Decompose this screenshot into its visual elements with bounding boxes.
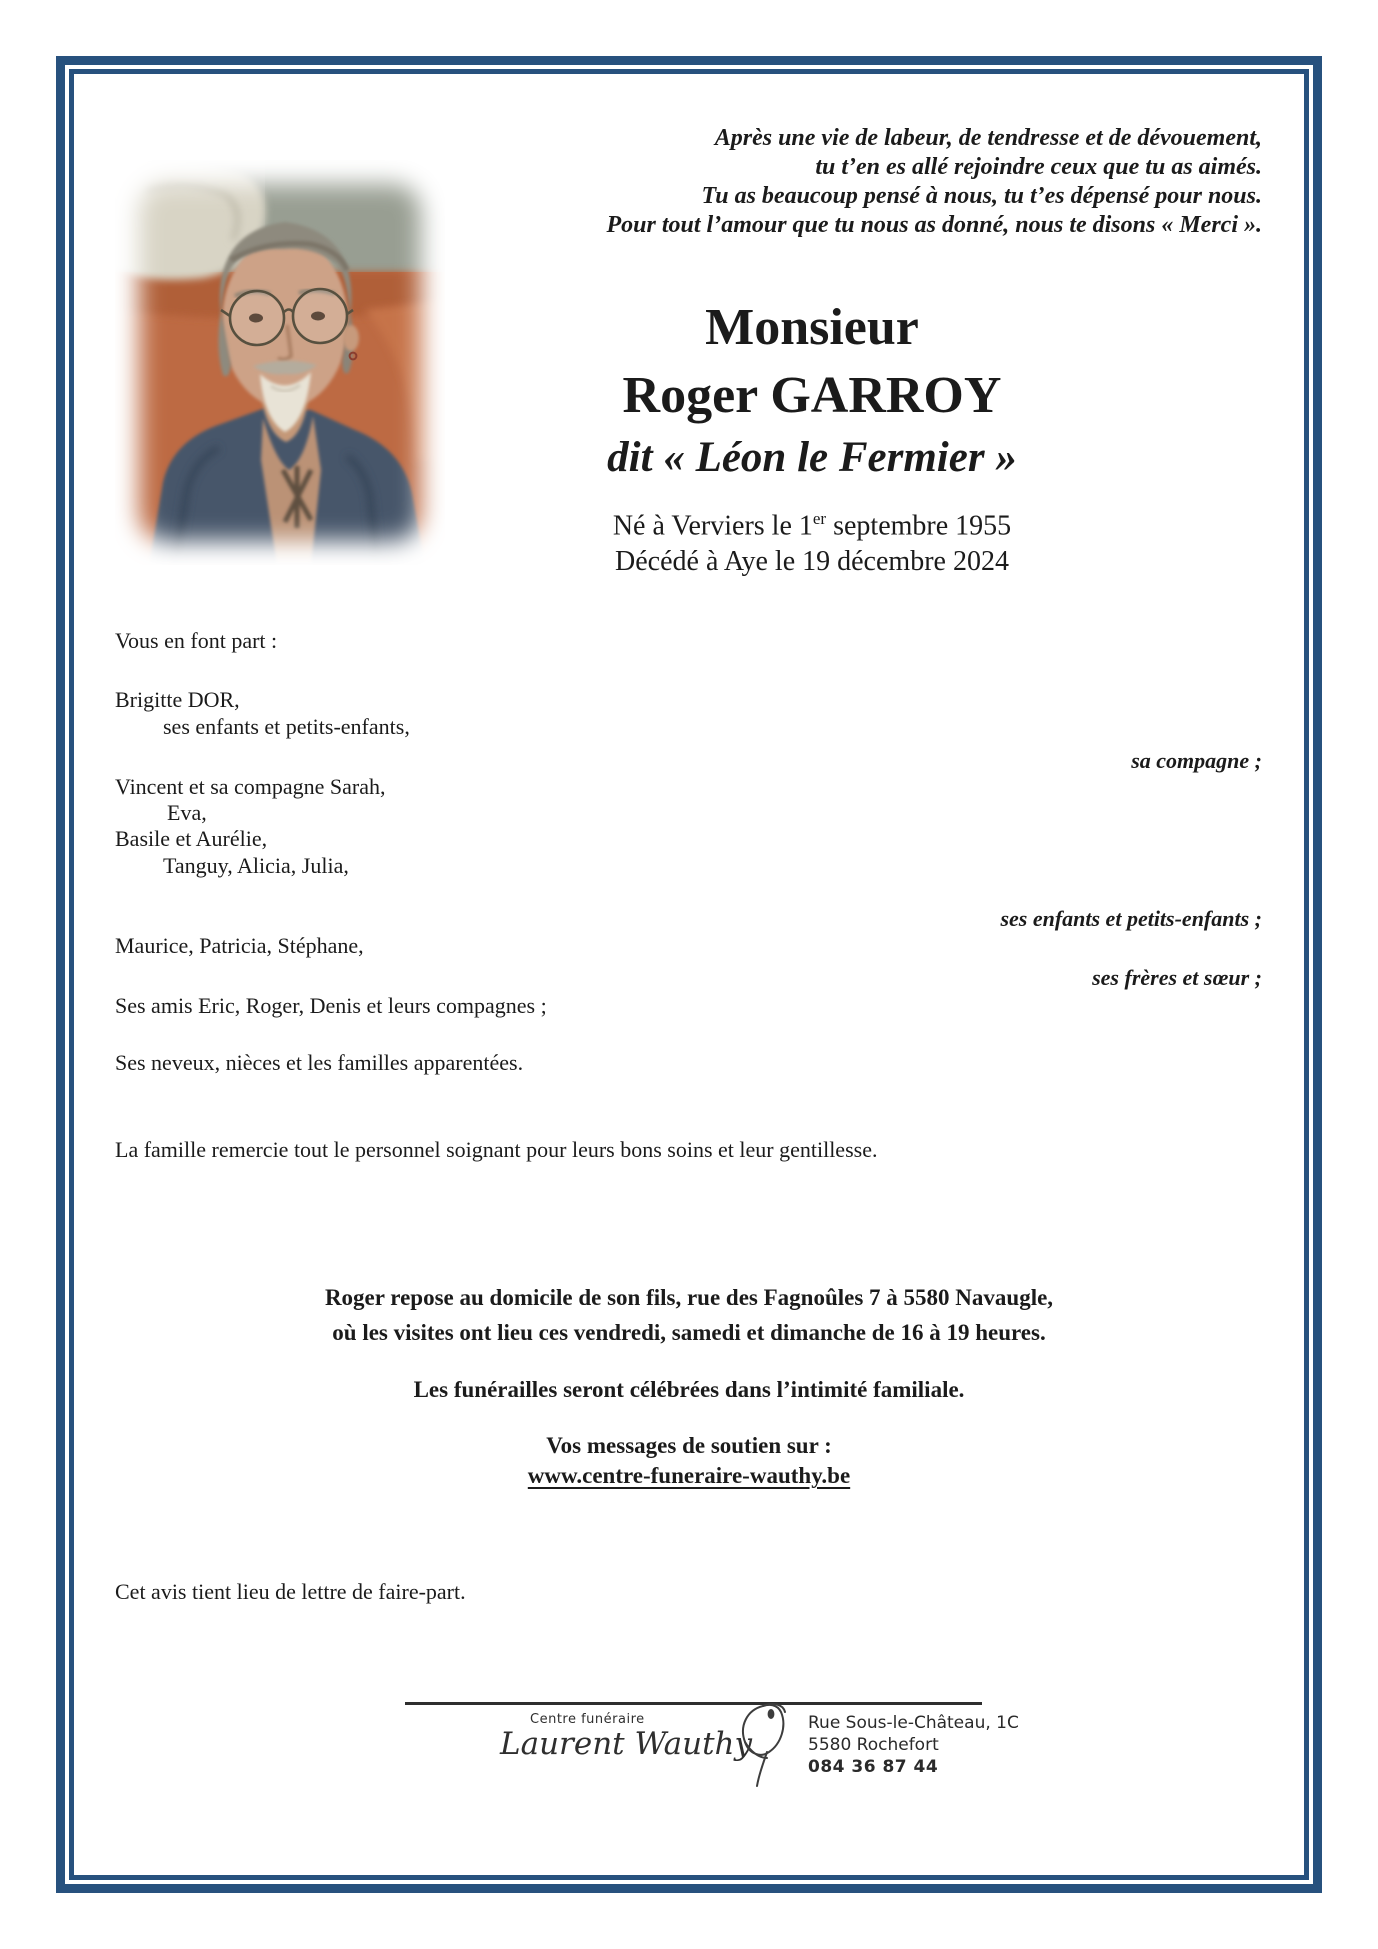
deceased-name: Roger GARROY [622, 367, 1002, 424]
family-line: Eva, [167, 800, 207, 825]
family-line: Basile et Aurélie, [115, 826, 268, 851]
funeral-home-logo [500, 1712, 753, 1762]
lily-icon [733, 1700, 797, 1788]
phone-number: 084 36 87 44 [808, 1757, 939, 1777]
ordinal-suffix: er [812, 509, 827, 528]
website-link[interactable]: www.centre-funeraire-wauthy.be [527, 1463, 851, 1488]
address-line: 5580 Rochefort [808, 1735, 939, 1755]
family-line: ses enfants et petits-enfants, [163, 714, 410, 739]
repose-line: où les visites ont lieu ces vendredi, samedi et dimanche de 16 à 19 heures. [332, 1320, 1046, 1345]
epitaph-line: tu t’en es allé rejoindre ceux que tu as aimés. [815, 154, 1262, 180]
relation-label: ses frères et sœur ; [1092, 965, 1262, 990]
deceased-nickname: dit « Léon le Fermier » [607, 434, 1017, 481]
family-line: Tanguy, Alicia, Julia, [163, 853, 349, 878]
website-line [0, 1462, 1378, 1489]
epitaph-line: Pour tout l’amour que tu nous as donné, nous te disons « Merci ». [606, 212, 1262, 238]
funeral-home-name: Laurent Wauthy [500, 1726, 753, 1762]
epitaph-line: Tu as beaucoup pensé à nous, tu t’es dépensé pour nous. [701, 183, 1262, 209]
family-intro: Vous en font part : [115, 628, 278, 653]
repose-line: Roger repose au domicile de son fils, rue des Fagnoûles 7 à 5580 Navaugle, [324, 1285, 1054, 1310]
closing-line: Cet avis tient lieu de lettre de faire-part. [115, 1579, 466, 1604]
family-line: Vincent et sa compagne Sarah, [115, 774, 386, 799]
relation-label: sa compagne ; [1131, 748, 1262, 773]
thanks-line: La famille remercie tout le personnel soignant pour leurs bons soins et leur gentillesse. [115, 1137, 878, 1162]
family-line: Ses amis Eric, Roger, Denis et leurs compagnes ; [115, 993, 547, 1018]
epitaph-line: Après une vie de labeur, de tendresse et de dévouement, [714, 125, 1262, 151]
title-monsieur: Monsieur [705, 299, 919, 356]
family-line: Maurice, Patricia, Stéphane, [115, 933, 364, 958]
relation-label: ses enfants et petits-enfants ; [1000, 906, 1262, 931]
funeral-home-type: Centre funéraire [530, 1712, 645, 1727]
funeral-line: Les funérailles seront célébrées dans l’intimité familiale. [413, 1377, 965, 1402]
family-line: Ses neveux, nièces et les familles apparentées. [115, 1050, 524, 1075]
family-section [115, 0, 1262, 1949]
death-date: Décédé à Aye le 19 décembre 2024 [615, 546, 1009, 577]
footer-address [808, 1712, 1019, 1778]
address-line: Rue Sous-le-Château, 1C [808, 1713, 1019, 1733]
footer-divider [405, 1702, 982, 1705]
messages-label: Vos messages de soutien sur : [546, 1433, 832, 1458]
family-line: Brigitte DOR, [115, 687, 240, 712]
birth-date: Né à Verviers le 1er septembre 1955 [612, 509, 1012, 542]
